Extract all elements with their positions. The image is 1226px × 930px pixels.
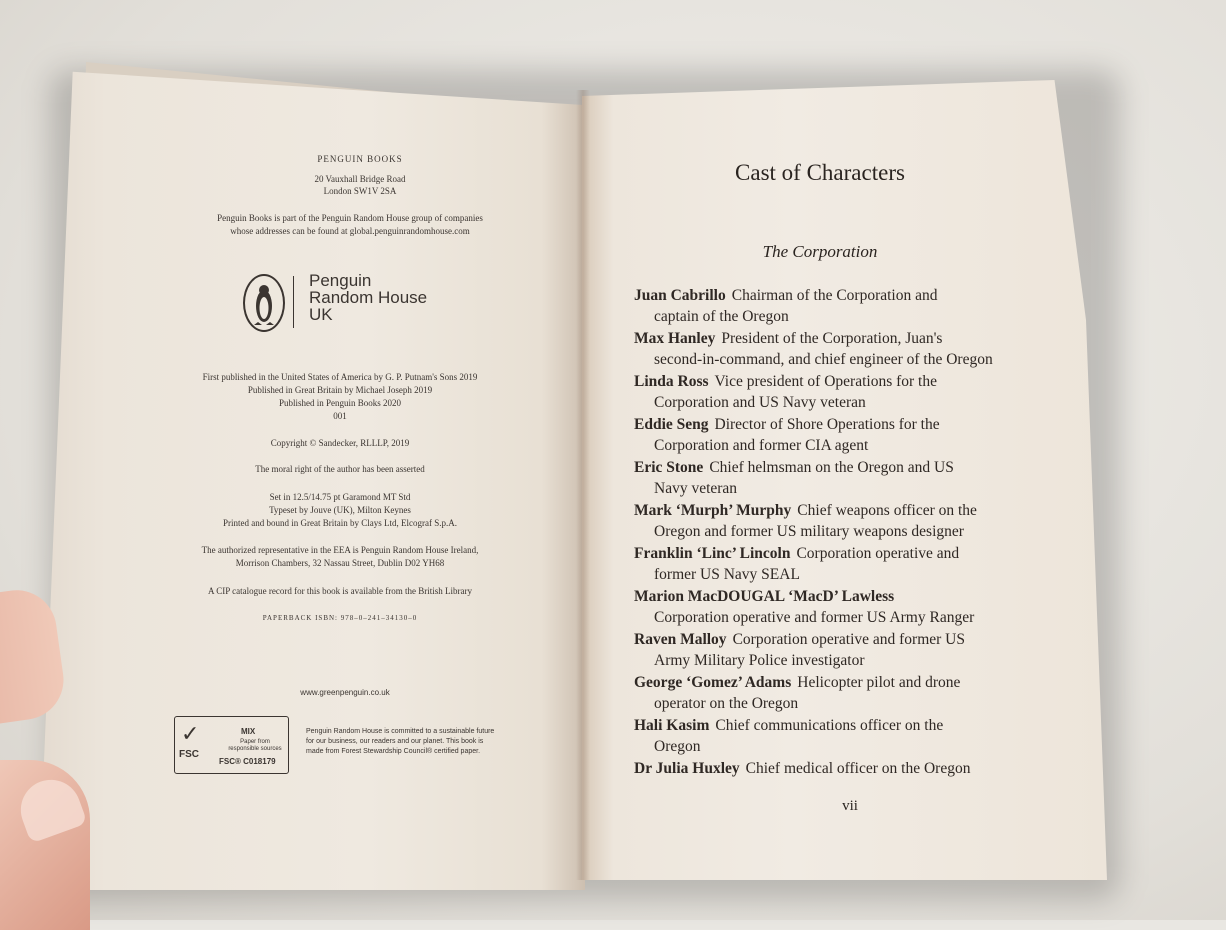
character-name: Hali Kasim	[634, 717, 710, 734]
character-description: Chief medical officer on the Oregon	[745, 760, 971, 777]
eea-line-1: The authorized representative in the EEA is Penguin Random House Ireland,	[201, 545, 479, 555]
book-gutter	[576, 90, 590, 880]
cast-entry	[634, 285, 1064, 327]
copyright-line: Copyright © Sandecker, RLLLP, 2019	[270, 438, 410, 448]
character-name: Linda Ross	[634, 373, 709, 390]
cast-entry	[634, 629, 1064, 671]
character-description: President of the Corporation, Juan's	[721, 330, 943, 347]
address-line-2: London SW1V 2SA	[323, 186, 397, 196]
cast-entry-line	[634, 414, 1064, 435]
cast-entry-line	[634, 457, 1064, 478]
fsc-paper-text: Paper from responsible sources	[228, 739, 282, 752]
cast-entry-line	[634, 371, 1064, 392]
cast-entry-line	[634, 500, 1064, 521]
character-description: Corporation operative and former US	[732, 631, 965, 648]
fsc-name: FSC	[179, 749, 199, 760]
character-name: Marion MacDOUGAL ‘MacD’ Lawless	[634, 588, 895, 605]
logo-divider	[293, 276, 294, 328]
logo-line-1: Penguin	[309, 271, 372, 290]
publication-line-2: Published in Great Britain by Michael Joseph 2019	[247, 385, 433, 395]
printing-number: 001	[333, 411, 347, 421]
eea-line-2: Morrison Chambers, 32 Nassau Street, Dublin D02 YH68	[235, 558, 445, 568]
cast-entry-line	[634, 328, 1064, 349]
character-name: Eddie Seng	[634, 416, 709, 433]
character-description-continued: former US Navy SEAL	[654, 566, 800, 583]
cast-entry	[634, 457, 1064, 499]
character-name: Juan Cabrillo	[634, 287, 726, 304]
group-line-1: Penguin Books is part of the Penguin Random House group of companies	[217, 213, 483, 223]
penguin-icon	[243, 274, 285, 332]
cast-entry-line	[634, 586, 1064, 607]
character-name: Raven Malloy	[634, 631, 727, 648]
cast-entry	[634, 371, 1064, 413]
penguin-random-house-logo	[243, 272, 453, 332]
cast-entry	[634, 500, 1064, 542]
character-description: Chief weapons officer on the	[797, 502, 977, 519]
character-name: Max Hanley	[634, 330, 716, 347]
moral-right-line: The moral right of the author has been asserted	[255, 464, 425, 474]
character-description: Chairman of the Corporation and	[731, 287, 938, 304]
character-description-continued: Corporation and former CIA agent	[654, 437, 869, 454]
character-description-continued: Corporation operative and former US Army Ranger	[654, 609, 975, 626]
cast-list	[634, 285, 1064, 780]
character-description: Helicopter pilot and drone	[797, 674, 961, 691]
character-description-continued: Oregon and former US military weapons designer	[654, 523, 964, 540]
cast-entry-line	[634, 715, 1064, 736]
group-line-2: whose addresses can be found at global.penguinrandomhouse.com	[230, 226, 470, 236]
fsc-mix: MIX	[241, 727, 256, 736]
fsc-commitment-note: Penguin Random House is committed to a sustainable future for our business, our readers and our planet. This book is made from Forest Stewardship Council® certified paper.	[306, 728, 495, 755]
cast-entry-line	[634, 285, 1064, 306]
cast-entry	[634, 328, 1064, 370]
character-description-continued: captain of the Oregon	[654, 308, 789, 325]
character-description-continued: operator on the Oregon	[654, 695, 799, 712]
cast-entry	[634, 543, 1064, 585]
logo-line-3: UK	[309, 305, 333, 324]
fsc-label	[174, 716, 289, 774]
character-description: Corporation operative and	[796, 545, 960, 562]
logo-line-2: Random House	[309, 288, 428, 307]
typeset-line-1: Set in 12.5/14.75 pt Garamond MT Std	[269, 492, 411, 502]
cip-line: A CIP catalogue record for this book is available from the British Library	[207, 586, 473, 596]
logo-wordmark	[309, 272, 427, 323]
character-description: Chief helmsman on the Oregon and US	[709, 459, 954, 476]
page-number: vii	[842, 798, 858, 814]
character-description-continued: Navy veteran	[654, 480, 738, 497]
character-name: Eric Stone	[634, 459, 704, 476]
cast-entry-line	[634, 629, 1064, 650]
cast-entry	[634, 414, 1064, 456]
character-description: Chief communications officer on the	[715, 717, 944, 734]
cast-entry-line	[634, 672, 1064, 693]
character-description-continued: Corporation and US Navy veteran	[654, 394, 866, 411]
cast-entry-line	[634, 543, 1064, 564]
character-description: Director of Shore Operations for the	[714, 416, 940, 433]
publisher-name: PENGUIN BOOKS	[317, 154, 403, 164]
cast-entry	[634, 758, 1064, 779]
publication-line-1: First published in the United States of America by G. P. Putnam's Sons 2019	[202, 372, 478, 382]
page-title: Cast of Characters	[735, 160, 905, 185]
character-description-continued: Army Military Police investigator	[654, 652, 865, 669]
character-name: George ‘Gomez’ Adams	[634, 674, 792, 691]
publication-line-3: Published in Penguin Books 2020	[278, 398, 401, 408]
character-name: Mark ‘Murph’ Murphy	[634, 502, 792, 519]
printer-line: Printed and bound in Great Britain by Clays Ltd, Elcograf S.p.A.	[223, 518, 457, 528]
character-name: Franklin ‘Linc’ Lincoln	[634, 545, 791, 562]
character-description-continued: second-in-command, and chief engineer of the Oregon	[654, 351, 993, 368]
cast-entry	[634, 715, 1064, 757]
website-line: www.greenpenguin.co.uk	[300, 688, 390, 697]
fsc-code: FSC® C018179	[219, 757, 276, 766]
cast-entry	[634, 586, 1064, 628]
cast-entry	[634, 672, 1064, 714]
fsc-tree-icon: ✓	[181, 721, 200, 746]
section-subtitle: The Corporation	[762, 242, 878, 261]
isbn-line: PAPERBACK ISBN: 978–0–241–34130–0	[262, 614, 418, 622]
character-description: Vice president of Operations for the	[714, 373, 937, 390]
character-name: Dr Julia Huxley	[634, 760, 740, 777]
typeset-line-2: Typeset by Jouve (UK), Milton Keynes	[269, 505, 411, 515]
address-line-1: 20 Vauxhall Bridge Road	[314, 174, 406, 184]
character-description-continued: Oregon	[654, 738, 701, 755]
cast-entry-line	[634, 758, 1064, 779]
